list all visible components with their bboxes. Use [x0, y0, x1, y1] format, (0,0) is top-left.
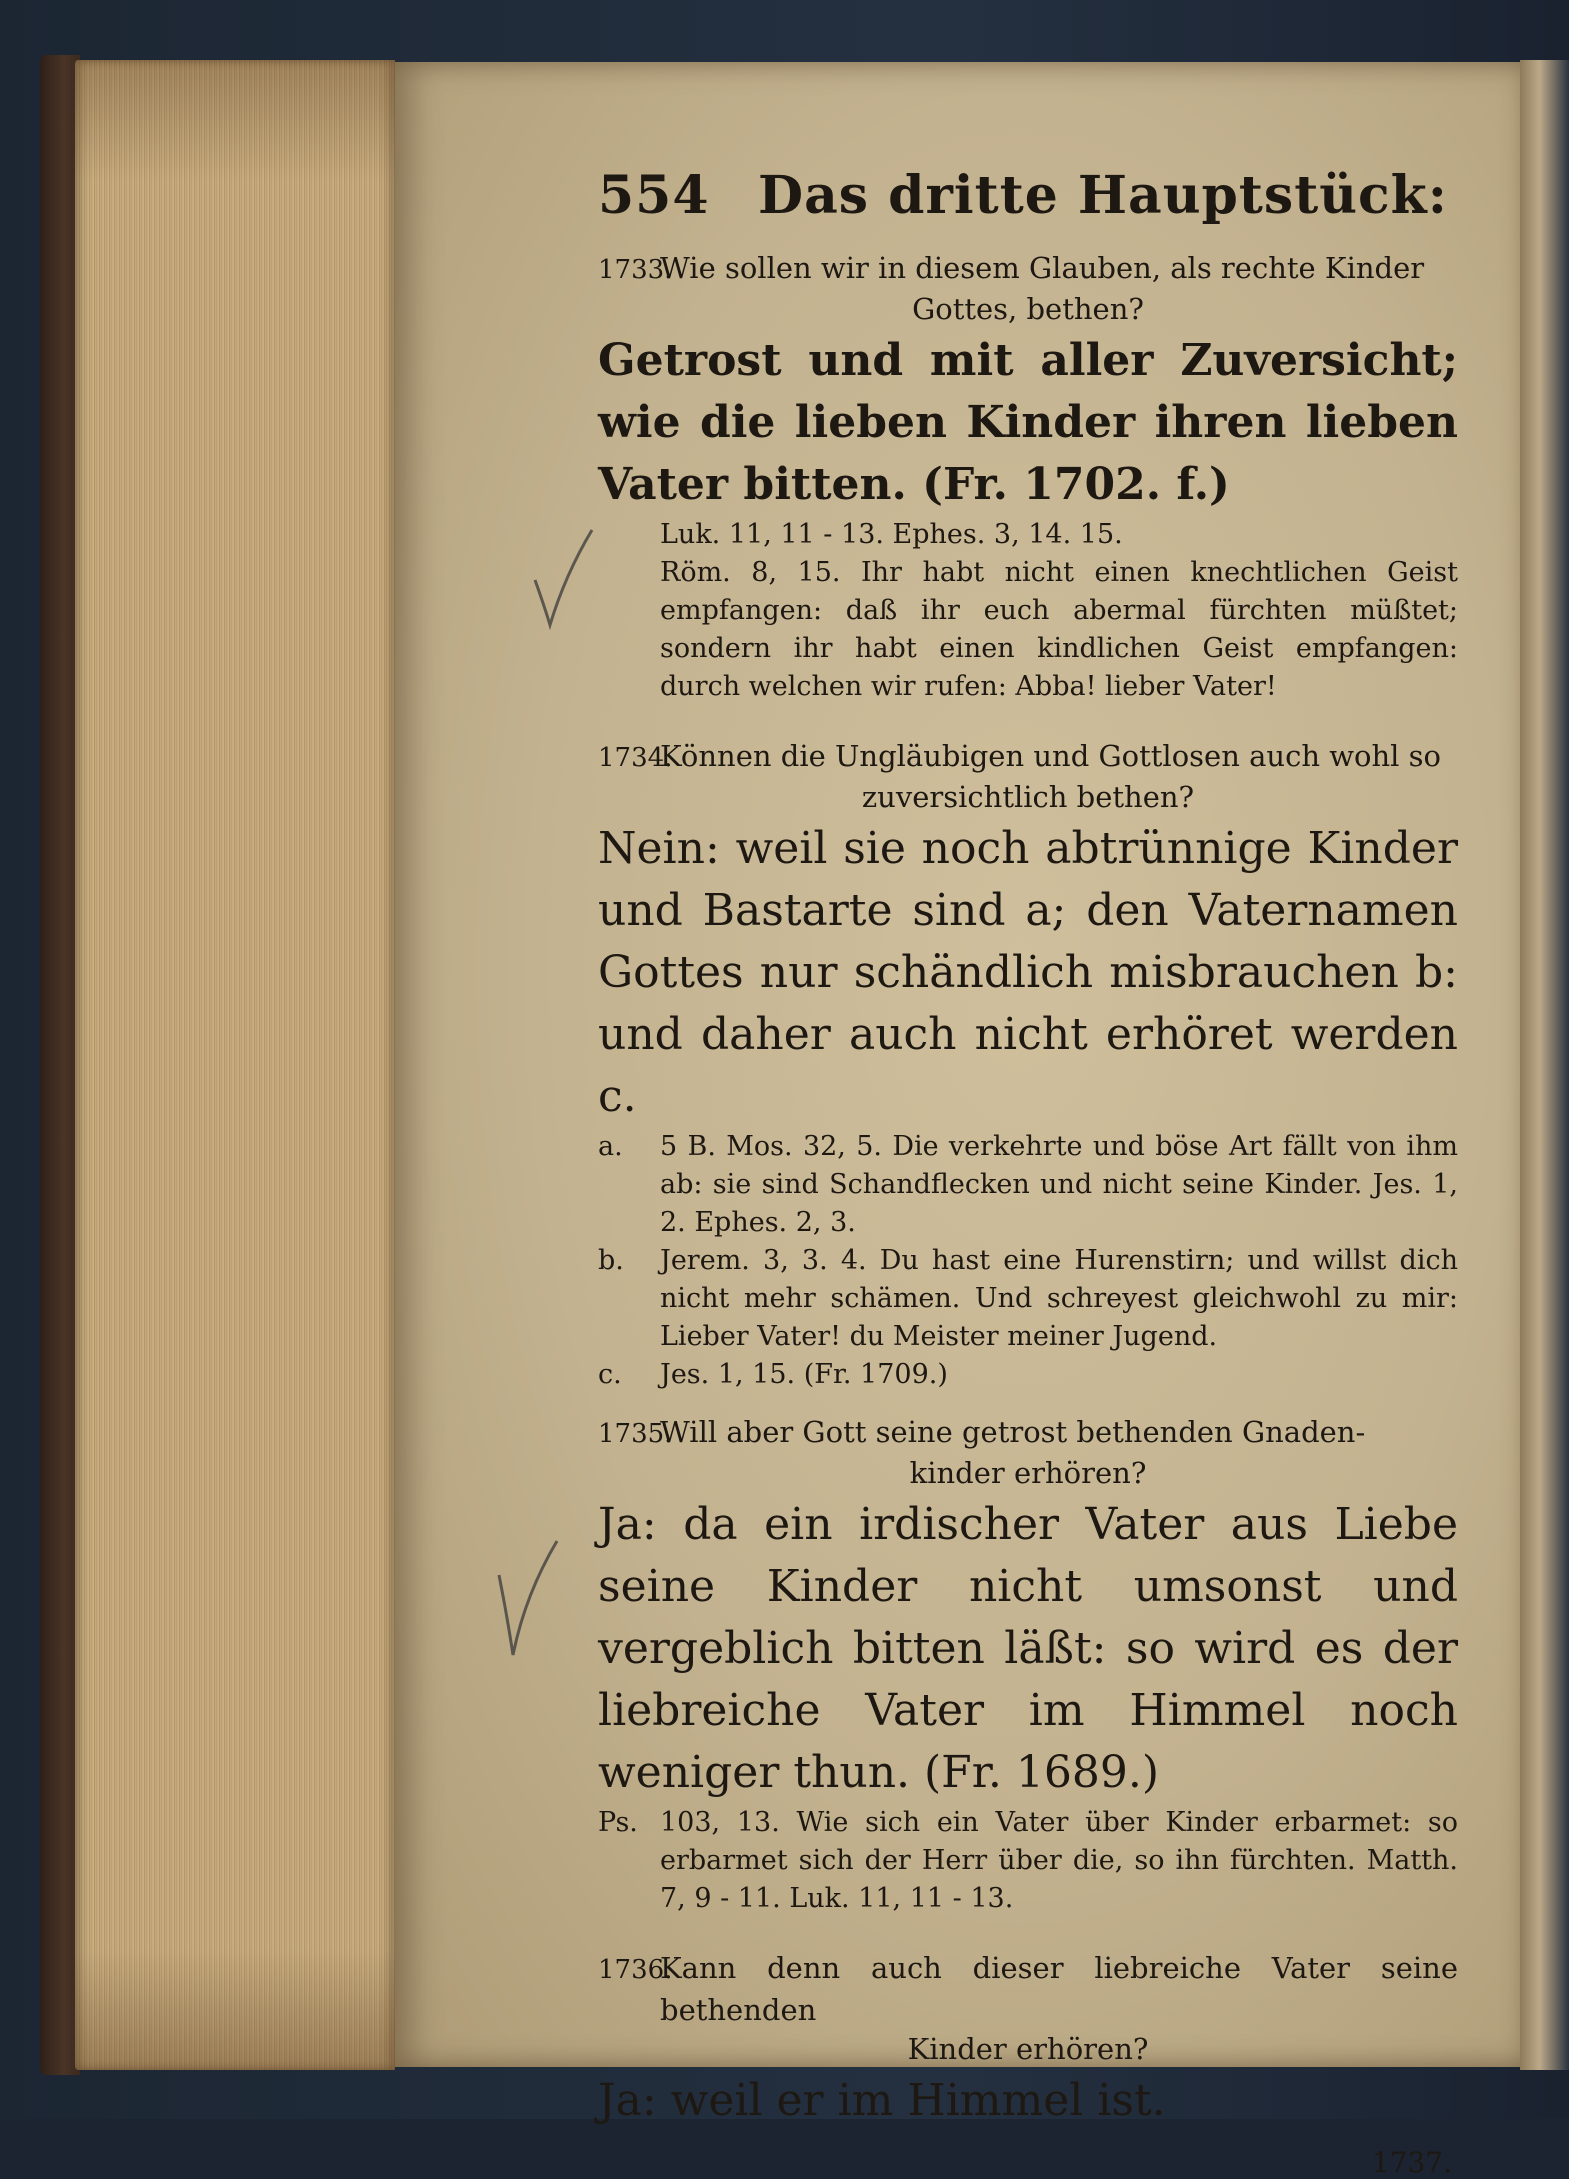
question-text: Will aber Gott seine getrost bethenden Gnaden-	[660, 1415, 1366, 1449]
pencil-checkmark-icon	[495, 1535, 565, 1665]
answer-1734: Nein: weil sie noch abtrünnige Kinder und Bastarte sind a; den Vaternamen Gottes nur schändlich misbrauchen b: und daher auch nicht erhöret werden c.	[598, 823, 1458, 1122]
question-number: 1736.	[598, 1955, 673, 1985]
question-number: 1734.	[598, 743, 673, 773]
question-text: Kann denn auch dieser liebreiche Vater seine bethenden	[660, 1951, 1458, 2027]
question-1734	[598, 736, 1458, 778]
question-continuation: Kinder erhören?	[907, 2032, 1149, 2066]
question-text: Wie sollen wir in diesem Glauben, als rechte Kinder	[660, 251, 1425, 285]
question-1735	[598, 1412, 1458, 1454]
book-cover-edge	[40, 55, 80, 2075]
answer-1736: Ja: weil er im Himmel ist.	[598, 2075, 1166, 2126]
running-head	[598, 165, 1458, 240]
question-text: Können die Ungläubigen und Gottlosen auch wohl so	[660, 739, 1442, 773]
page-text	[598, 165, 1458, 2179]
facing-page-edge	[1520, 60, 1569, 2070]
question-continuation: kinder erhören?	[909, 1456, 1147, 1490]
answer-1735: Ja: da ein irdischer Vater aus Liebe seine Kinder nicht umsonst und vergeblich bitten läßt: so wird es der liebreiche Vater im Himmel noch weniger thun. (Fr. 1689.)	[598, 1499, 1458, 1798]
question-continuation: Gottes, bethen?	[912, 292, 1144, 326]
reference: Luk. 11, 11 - 13. Ephes. 3, 14. 15.	[660, 519, 1123, 550]
reference: a. 5 B. Mos. 32, 5. Die verkehrte und böse Art fällt von ihm ab: sie sind Schandflecken und nicht seine Kinder. Jes. 1, 2. Ephes. 2, 3.	[598, 1131, 1458, 1238]
chapter-title: Das dritte Hauptstück:	[758, 165, 1448, 226]
page-number: 554	[598, 165, 710, 226]
question-continuation: zuversichtlich bethen?	[861, 780, 1195, 814]
reference: b. Jerem. 3, 3. 4. Du hast eine Hurenstirn; und willst dich nicht mehr schämen. Und schreyest gleichwohl zu mir: Lieber Vater! du Meister meiner Jugend.	[598, 1245, 1458, 1352]
pencil-checkmark-icon	[530, 525, 600, 635]
question-1736	[598, 1948, 1458, 2030]
reference: c. Jes. 1, 15. (Fr. 1709.)	[598, 1359, 948, 1390]
question-1733	[598, 248, 1458, 290]
page-block-edges	[75, 60, 395, 2070]
question-number: 1733.	[598, 255, 673, 285]
catchword: 1737.	[1371, 2146, 1452, 2179]
reference: Röm. 8, 15. Ihr habt nicht einen knechtlichen Geist empfangen: daß ihr euch abermal fürchten müßtet; sondern ihr habt einen kindlichen Geist empfangen: durch welchen wir rufen: Abba! lieber Vater!	[660, 557, 1458, 702]
reference: Ps. 103, 13. Wie sich ein Vater über Kinder erbarmet: so erbarmet sich der Herr über die, so ihn fürchten. Matth. 7, 9 - 11. Luk. 11, 11 - 13.	[598, 1807, 1458, 1914]
question-number: 1735.	[598, 1419, 673, 1449]
answer-1733: Getrost und mit aller Zuversicht; wie die lieben Kinder ihren lieben Vater bitten. (Fr. 1702. f.)	[598, 335, 1458, 510]
